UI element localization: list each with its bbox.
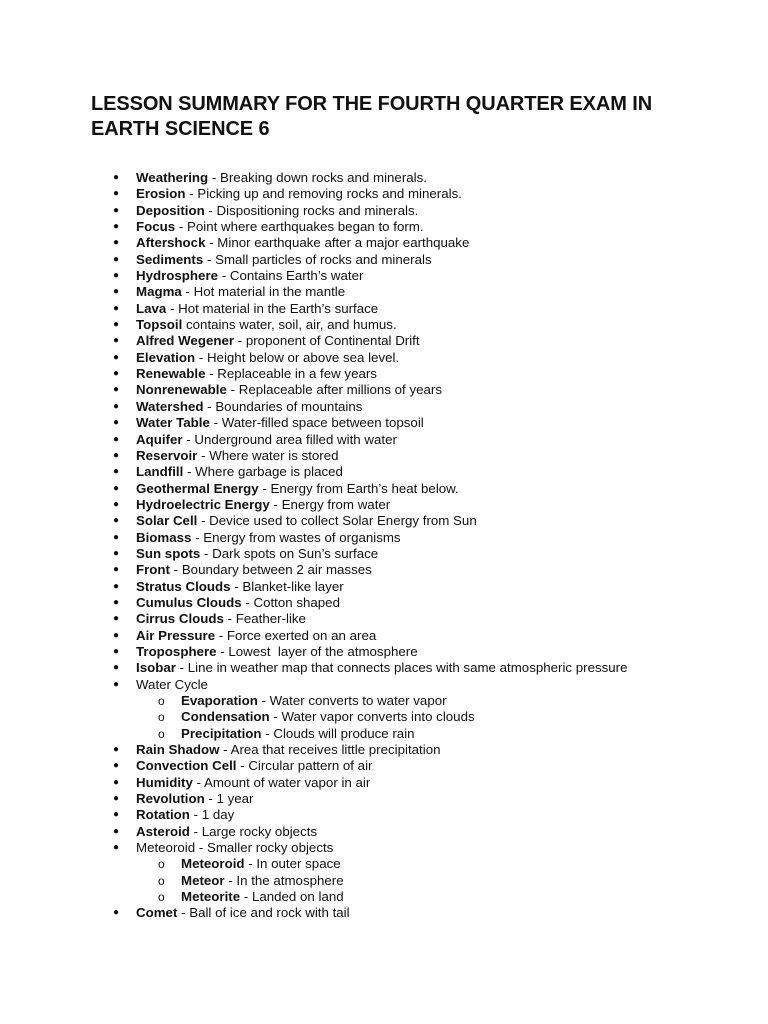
item-description: Height below or above sea level. <box>206 349 400 365</box>
item-description: contains water, soil, air, and humus. <box>186 317 397 333</box>
item-description: Area that receives little precipitation <box>230 742 441 758</box>
item-term: Evaporation <box>181 693 258 708</box>
item-separator: - <box>216 643 229 659</box>
item-separator: - <box>258 480 271 496</box>
list-item <box>0 186 768 202</box>
item-text <box>136 399 362 415</box>
item-text <box>136 840 333 856</box>
item-separator: - <box>189 807 202 823</box>
item-description: Minor earthquake after a major earthquake <box>217 235 470 251</box>
list-item <box>0 628 768 644</box>
list-item <box>0 513 768 529</box>
bullet-icon: ● <box>113 596 120 608</box>
item-term: Hydroelectric Energy <box>136 496 270 512</box>
item-text <box>181 726 415 742</box>
item-description: proponent of Continental Drift <box>245 333 420 349</box>
item-term: Aftershock <box>136 235 206 251</box>
item-separator: - <box>241 594 254 610</box>
item-description: Water converts to water vapor <box>269 693 447 708</box>
item-description: Water-filled space between topsoil <box>221 415 424 431</box>
sub-list-item <box>0 873 768 889</box>
bullet-icon: ● <box>113 760 120 772</box>
bullet-icon: ● <box>113 744 120 756</box>
list-item <box>0 644 768 660</box>
item-description: Picking up and removing rocks and minerals. <box>197 186 462 202</box>
item-text <box>181 873 344 889</box>
item-separator: - <box>208 170 220 185</box>
list-item <box>0 333 768 349</box>
bullet-icon: ● <box>113 221 120 233</box>
item-separator: - <box>203 398 216 414</box>
list-item <box>0 530 768 546</box>
item-separator: - <box>261 725 274 741</box>
list-item <box>0 252 768 268</box>
item-description: Amount of water vapor in air <box>203 774 371 790</box>
bullet-icon: ● <box>113 449 120 461</box>
item-term: Biomass <box>136 529 192 545</box>
item-separator: - <box>226 382 239 398</box>
item-term: Focus <box>136 219 176 235</box>
item-description: Water vapor converts into clouds <box>281 709 475 725</box>
bullet-icon: ● <box>113 613 120 625</box>
list-item <box>0 595 768 611</box>
item-term: Stratus Clouds <box>136 578 231 594</box>
bullet-icon: ● <box>113 172 120 183</box>
item-term: Meteor <box>181 872 225 888</box>
document-title <box>91 92 691 142</box>
item-description: Hot material in the Earth’s surface <box>178 300 379 316</box>
list-item <box>0 824 768 840</box>
item-separator: - <box>230 578 243 594</box>
item-separator: - <box>192 774 204 790</box>
item-separator: - <box>205 366 218 382</box>
list-item <box>0 235 768 251</box>
item-separator: - <box>166 300 179 316</box>
bullet-icon: ● <box>113 188 120 200</box>
item-separator: - <box>177 905 190 921</box>
list-item <box>0 677 768 693</box>
item-text <box>136 235 469 251</box>
item-separator: - <box>234 333 246 349</box>
item-description: Dark spots on Sun’s surface <box>212 545 379 561</box>
sub-bullet-icon: o <box>158 857 165 872</box>
item-text <box>181 709 475 725</box>
item-term: Hydrosphere <box>136 268 219 284</box>
item-description: Landed on land <box>251 889 344 905</box>
item-separator: - <box>215 627 227 643</box>
item-term: Lava <box>136 300 167 316</box>
item-description: Device used to collect Solar Energy from Sun <box>209 513 477 529</box>
item-description: Breaking down rocks and minerals. <box>220 170 427 185</box>
item-text <box>136 464 343 480</box>
item-separator: - <box>205 235 218 251</box>
item-separator: - <box>185 186 198 202</box>
sub-list-item <box>0 709 768 725</box>
item-separator: - <box>182 431 195 447</box>
bullet-icon: ● <box>113 253 120 265</box>
item-description: Energy from Earth’s heat below. <box>270 480 459 496</box>
list-item <box>0 170 768 186</box>
sub-bullet-icon: o <box>158 873 165 888</box>
item-separator: - <box>197 513 210 529</box>
item-description: Water Cycle <box>136 676 208 692</box>
item-term: Rotation <box>136 807 190 823</box>
item-term: Sediments <box>136 251 204 267</box>
bullet-icon: ● <box>113 498 120 510</box>
item-separator: - <box>236 758 249 774</box>
list-item <box>0 497 768 513</box>
item-text <box>136 268 363 284</box>
item-term: Troposphere <box>136 643 217 659</box>
list-item <box>0 350 768 366</box>
list-item <box>0 562 768 578</box>
item-description: Boundary between 2 air masses <box>181 562 372 578</box>
item-term: Nonrenewable <box>136 382 227 398</box>
item-separator: - <box>224 872 237 888</box>
list-item <box>0 807 768 823</box>
item-term: Elevation <box>136 349 196 365</box>
item-description: Hot material in the mantle <box>193 284 346 300</box>
list-item <box>0 840 768 856</box>
item-description: In the atmosphere <box>236 872 344 888</box>
item-text <box>136 530 401 546</box>
item-text <box>136 824 317 840</box>
item-text <box>136 546 378 562</box>
item-separator: - <box>244 856 257 872</box>
item-description: Boundaries of mountains <box>215 398 363 414</box>
bullet-icon: ● <box>113 270 120 282</box>
item-term: Rain Shadow <box>136 742 220 758</box>
list-item <box>0 660 768 676</box>
item-term: Watershed <box>136 398 204 414</box>
item-text <box>136 219 424 235</box>
bullet-icon: ● <box>113 384 120 396</box>
item-text <box>136 758 372 774</box>
bullet-icon: ● <box>113 368 120 380</box>
bullet-icon: ● <box>113 433 120 445</box>
item-separator: - <box>169 562 182 578</box>
list-item <box>0 284 768 300</box>
sub-bullet-icon: o <box>158 710 165 725</box>
item-text <box>136 448 339 464</box>
item-term: Asteroid <box>136 823 190 839</box>
item-term: Renewable <box>136 366 206 382</box>
item-description: Meteoroid - Smaller rocky objects <box>136 840 334 856</box>
item-term: Precipitation <box>181 725 262 741</box>
item-separator: - <box>204 202 217 218</box>
item-text <box>136 366 377 382</box>
item-text <box>136 595 340 611</box>
bullet-icon: ● <box>113 776 120 788</box>
item-description: Dispositioning rocks and minerals. <box>216 202 419 218</box>
bullet-icon: ● <box>113 793 120 805</box>
item-text <box>181 856 341 872</box>
list-item <box>0 611 768 627</box>
item-term: Geothermal Energy <box>136 480 259 496</box>
item-separator: - <box>240 889 252 905</box>
item-term: Alfred Wegener <box>136 333 235 349</box>
item-text <box>181 693 447 709</box>
item-text <box>136 252 432 268</box>
item-text <box>136 432 397 448</box>
item-separator: - <box>183 464 196 480</box>
item-description: Ball of ice and rock with tail <box>189 905 350 921</box>
list-item <box>0 758 768 774</box>
list-item <box>0 432 768 448</box>
item-separator: - <box>219 742 231 758</box>
item-term: Magma <box>136 284 182 300</box>
item-separator: - <box>175 660 188 676</box>
sub-list-item <box>0 693 768 709</box>
list-item <box>0 301 768 317</box>
bullet-icon: ● <box>113 335 120 347</box>
item-text <box>136 301 378 317</box>
list-item <box>0 546 768 562</box>
item-text <box>136 497 390 513</box>
item-text <box>136 660 628 676</box>
item-text <box>136 775 370 791</box>
item-description: Where water is stored <box>209 447 339 463</box>
item-text <box>136 513 477 529</box>
item-separator: - <box>203 251 216 267</box>
item-description: 1 year <box>216 791 254 807</box>
bullet-icon: ● <box>113 302 120 314</box>
bullet-icon: ● <box>113 351 120 363</box>
list-item <box>0 219 768 235</box>
list-item <box>0 579 768 595</box>
item-text <box>136 579 344 595</box>
item-description: 1 day <box>201 807 235 823</box>
item-term: Erosion <box>136 186 186 202</box>
list-item <box>0 366 768 382</box>
sub-bullet-icon: o <box>158 726 165 741</box>
item-description: Large rocky objects <box>201 823 318 839</box>
item-term: Cirrus Clouds <box>136 611 224 627</box>
item-text <box>136 415 424 431</box>
item-separator: - <box>175 219 187 235</box>
item-separator: - <box>195 349 207 365</box>
item-separator: - <box>204 791 217 807</box>
item-term: Comet <box>136 905 178 921</box>
list-item <box>0 382 768 398</box>
item-separator: - <box>191 529 204 545</box>
item-description: Energy from water <box>281 496 391 512</box>
item-text <box>136 382 442 398</box>
title-line-2: EARTH SCIENCE 6 <box>91 118 270 140</box>
bullet-icon: ● <box>113 842 120 854</box>
item-text <box>136 203 418 219</box>
bullet-icon: ● <box>113 678 120 690</box>
bullet-icon: ● <box>113 531 120 543</box>
list-item <box>0 415 768 431</box>
item-term: Meteorite <box>181 889 241 905</box>
item-term: Deposition <box>136 202 205 218</box>
list-item <box>0 481 768 497</box>
term-list <box>0 170 768 922</box>
item-text <box>136 170 427 186</box>
bullet-icon: ● <box>113 204 120 216</box>
item-term: Isobar <box>136 660 176 676</box>
item-term: Water Table <box>136 415 210 431</box>
item-term: Revolution <box>136 791 205 807</box>
item-text <box>136 611 306 627</box>
item-description: Blanket-like layer <box>242 578 344 594</box>
item-description: Cotton shaped <box>253 594 340 610</box>
item-text <box>136 317 397 333</box>
item-description: Lowest layer of the atmosphere <box>228 643 418 659</box>
item-term: Topsoil <box>136 317 183 333</box>
item-term: Meteoroid <box>181 856 245 872</box>
item-text <box>136 677 208 693</box>
item-term: Weathering <box>136 170 209 185</box>
item-text <box>136 628 376 644</box>
bullet-icon: ● <box>113 515 120 527</box>
list-item <box>0 317 768 333</box>
item-separator: - <box>218 268 230 284</box>
item-description: Feather-like <box>235 611 306 627</box>
item-separator: - <box>269 709 282 725</box>
item-term: Air Pressure <box>136 627 216 643</box>
item-term: Front <box>136 562 170 578</box>
bullet-icon: ● <box>113 400 120 412</box>
item-text <box>136 333 420 349</box>
sub-list-item <box>0 856 768 872</box>
list-item <box>0 905 768 921</box>
item-text <box>136 807 234 823</box>
bullet-icon: ● <box>113 580 120 592</box>
list-item <box>0 203 768 219</box>
item-separator: - <box>257 693 270 708</box>
item-text <box>136 791 254 807</box>
bullet-icon: ● <box>113 645 120 657</box>
list-item <box>0 775 768 791</box>
item-description: Small particles of rocks and minerals <box>215 251 432 267</box>
list-item <box>0 268 768 284</box>
item-description: In outer space <box>256 856 341 872</box>
item-text <box>136 562 372 578</box>
list-item <box>0 464 768 480</box>
item-text <box>136 742 440 758</box>
item-separator: - <box>197 447 210 463</box>
item-term: Condensation <box>181 709 270 725</box>
item-term: Convection Cell <box>136 758 237 774</box>
bullet-icon: ● <box>113 907 120 919</box>
item-description: Line in weather map that connects places with same atmospheric pressure <box>187 660 628 676</box>
list-item <box>0 448 768 464</box>
item-description: Contains Earth’s water <box>229 268 364 284</box>
bullet-icon: ● <box>113 629 120 641</box>
item-description: Force exerted on an area <box>226 627 377 643</box>
item-description: Point where earthquakes began to form. <box>187 219 424 235</box>
bullet-icon: ● <box>113 319 120 331</box>
bullet-icon: ● <box>113 466 120 478</box>
item-separator: - <box>223 611 236 627</box>
bullet-icon: ● <box>113 237 120 249</box>
item-separator: - <box>181 284 194 300</box>
bullet-icon: ● <box>113 417 120 429</box>
item-text <box>136 284 345 300</box>
item-text <box>136 644 418 660</box>
item-text <box>136 481 459 497</box>
item-description: Underground area filled with water <box>194 431 397 447</box>
list-item <box>0 399 768 415</box>
item-term: Aquifer <box>136 431 183 447</box>
item-term: Sun spots <box>136 545 201 561</box>
item-text <box>136 905 350 921</box>
item-term: Landfill <box>136 464 184 480</box>
bullet-icon: ● <box>113 547 120 559</box>
item-description: Replaceable in a few years <box>217 366 377 382</box>
item-separator: - <box>269 496 282 512</box>
sub-bullet-icon: o <box>158 694 165 708</box>
item-description: Replaceable after millions of years <box>238 382 442 398</box>
bullet-icon: ● <box>113 809 120 821</box>
sub-list-item <box>0 889 768 905</box>
item-description: Energy from wastes of organisms <box>203 529 401 545</box>
item-separator: - <box>200 545 213 561</box>
list-item <box>0 742 768 758</box>
item-description: Circular pattern of air <box>248 758 373 774</box>
item-term: Humidity <box>136 774 193 790</box>
bullet-icon: ● <box>113 482 120 494</box>
item-term: Cumulus Clouds <box>136 594 242 610</box>
list-item <box>0 791 768 807</box>
item-text <box>181 889 344 905</box>
title-line-1: LESSON SUMMARY FOR THE FOURTH QUARTER EXAM IN <box>91 93 653 115</box>
item-text <box>136 186 462 202</box>
item-description: Clouds will produce rain <box>273 725 415 741</box>
item-description: Where garbage is placed <box>195 464 343 480</box>
bullet-icon: ● <box>113 662 120 674</box>
sub-list-item <box>0 726 768 742</box>
bullet-icon: ● <box>113 825 120 837</box>
item-text <box>136 350 399 366</box>
sub-bullet-icon: o <box>158 890 165 905</box>
bullet-icon: ● <box>113 564 120 576</box>
item-separator: - <box>189 823 202 839</box>
item-term: Reservoir <box>136 447 198 463</box>
item-separator: - <box>209 415 222 431</box>
item-term: Solar Cell <box>136 513 198 529</box>
bullet-icon: ● <box>113 286 120 298</box>
